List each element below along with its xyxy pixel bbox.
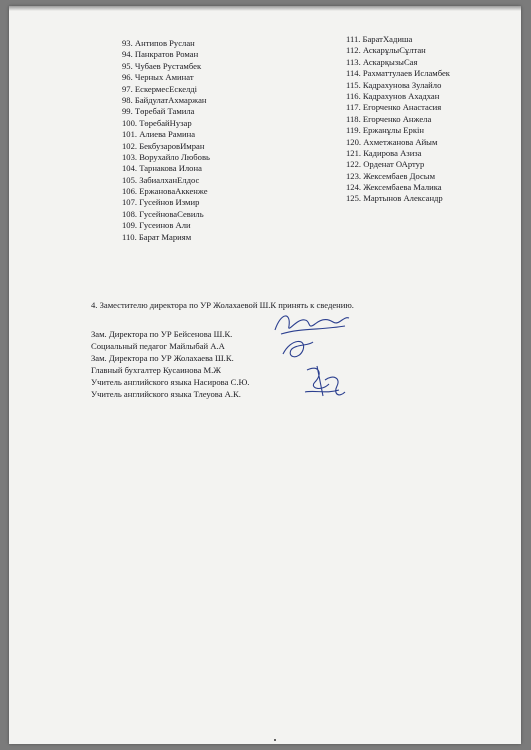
list-item: 93. Антипов Руслан — [122, 38, 195, 48]
list-item: 96. Черных Аминат — [122, 72, 194, 83]
clause-4: 4. Заместителю директора по УР Жолахаевой Ш.К принять к сведению. — [91, 300, 354, 310]
list-item: 94. Панкратов Роман — [122, 49, 199, 60]
student-list-right — [346, 34, 450, 205]
list-item: 124. Жексембаева Малика — [346, 182, 442, 193]
list-item: 115. Кадрахунова Зулайло — [346, 79, 442, 90]
signatory-line: Главный бухгалтер Кусаинова М.Ж — [91, 365, 221, 375]
signature-2-icon — [277, 336, 317, 362]
list-item: 122. Орденат ОАртур — [346, 159, 425, 170]
list-item: 119. Ержанұлы Еркін — [346, 125, 424, 136]
list-item: 102. БекбузаровИмран — [122, 140, 205, 151]
list-item: 110. Барат Мариям — [122, 231, 192, 242]
list-item: 103. Ворухайло Любовь — [122, 151, 210, 162]
list-item: 109. Гусеинов Али — [122, 220, 191, 231]
list-item: 100. ТөребайНузар — [122, 117, 192, 128]
speck — [274, 739, 276, 741]
list-item: 113. АскарқызыСая — [346, 56, 418, 67]
list-item: 107. Гусейнов Измир — [122, 197, 200, 208]
list-item: 108. ГусейноваСевиль — [122, 208, 204, 219]
list-item: 97. ЕскермесЕскелді — [122, 83, 198, 94]
signatory-line: Зам. Директора по УР Бейсенова Ш.К. — [91, 329, 233, 339]
list-item: 98. БайдулатАхмаржан — [122, 94, 207, 105]
list-item: 121. Кадирова Азиза — [346, 147, 422, 158]
list-item: 125. Мартынов Александр — [346, 193, 443, 204]
list-item: 112. АскарұлыСұлтан — [346, 45, 426, 56]
list-item: 118. Егорченко Анжела — [346, 113, 432, 124]
list-item: 106. ЕржановаАккенже — [122, 186, 208, 197]
signatory-line: Учитель английского языка Тлеуова А.К. — [91, 389, 241, 399]
document-page — [9, 6, 521, 744]
signatory-line: Учитель английского языка Насирова С.Ю. — [91, 377, 250, 387]
list-item: 114. Рахматтулаев Исламбек — [346, 68, 450, 79]
list-item: 104. Тарнакова Илона — [122, 163, 202, 174]
list-item: 95. Чубаев Рустамбек — [122, 60, 202, 71]
signature-3-icon — [299, 362, 347, 402]
signatory-line: Социальный педагог Майлыбай А.А — [91, 341, 225, 351]
list-item: 116. Кадрахунов Ахадхан — [346, 90, 440, 101]
list-item: 99. Төребай Тамила — [122, 106, 195, 117]
student-list-left — [122, 38, 210, 243]
list-item: 101. Алиева Рамина — [122, 129, 196, 140]
page-top-shadow — [9, 6, 521, 11]
signatory-line: Зам. Директора по УР Жолахаева Ш.К. — [91, 353, 234, 363]
signature-1-icon — [271, 308, 353, 338]
list-item: 120. Ахметжанова Айым — [346, 136, 438, 147]
list-item: 111. БаратХадиша — [346, 34, 413, 44]
list-item: 123. Жексембаев Досым — [346, 170, 436, 181]
list-item: 105. ЗабиалханЕлдос — [122, 174, 200, 185]
list-item: 117. Егорченко Анастасия — [346, 102, 442, 113]
